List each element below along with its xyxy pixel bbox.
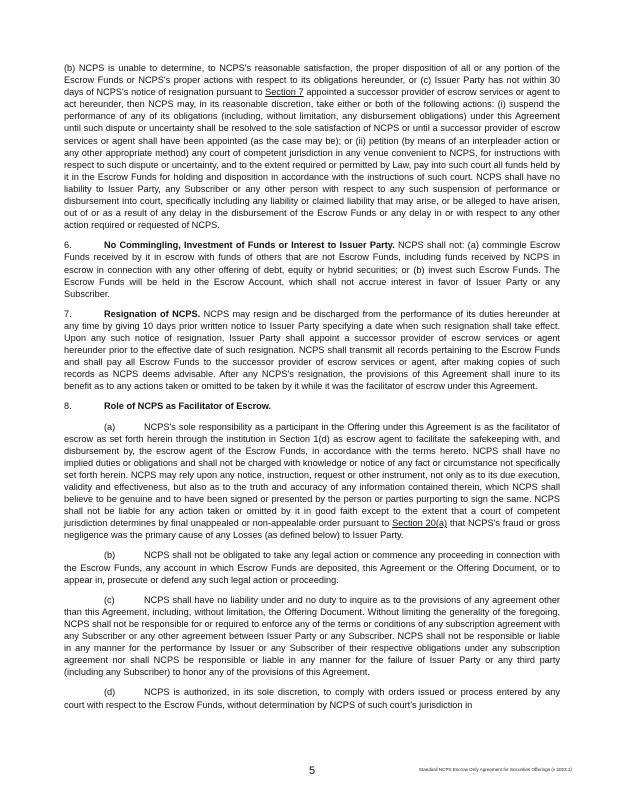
page-number: 5 bbox=[308, 765, 316, 777]
subsection-text: that NCPS's fraud or gross negligence was the primary cause of any Losses (as defined below) to Issuer Party. bbox=[64, 518, 560, 541]
paragraph-text: (b) NCPS is unable to determine, to NCPS's reasonable satisfaction, the proper disposition of all or any portion of the Escrow Funds or NCPS's proper actions with respect to its obligations hereunder, or (c) Issuer Party has not within 30 days of NCPS's notice of resignation pursuant to bbox=[64, 63, 560, 98]
section-8-title bbox=[64, 400, 560, 412]
subsection-text: NCPS shall have no liability under and no duty to inquire as to the provisions of any agreement other than this Agreement, including, without limitation, the Offering Document. Without limiting the generality of the foregoing, NCPS shall not be responsible for or required to enforce any of the terms or conditions of any subscription agreement with any Subscriber or any other agreement between Issuer Party or any Subscriber. NCPS shall not be responsible or liable in any manner for the performance by Issuer or any Subscriber of their respective obligations under any subscription agreement nor shall NCPS be responsible or liable in any manner for the failure of Issuer Party or any third party (including any Subscriber) to honor any of the provisions of this Agreement. bbox=[64, 594, 560, 678]
subsection-label: (a) bbox=[104, 421, 116, 432]
section-heading: Resignation of NCPS. bbox=[104, 308, 201, 319]
subsection-text: NCPS is authorized, in its sole discretion, to comply with orders issued or process entered by any court with respect to the Escrow Funds, without determination by NCPS of such court's jurisdiction in bbox=[64, 687, 560, 710]
section-body: NCPS shall not: (a) commingle Escrow Funds received by it in escrow with funds of others that are not Escrow Funds, including funds received by NCPS in escrow in connection with any other offering of debt, equity or hybrid securities; or (b) invest such Escrow Funds. The Escrow Funds will be held in the Escrow Account, which shall not accrue interest in favor of Issuer Party or any Subscriber. bbox=[64, 240, 560, 299]
section-heading: Role of NCPS as Facilitator of Escrow. bbox=[104, 401, 272, 412]
section-8-a bbox=[64, 421, 560, 542]
section-8-b bbox=[64, 549, 560, 585]
section-8-c bbox=[64, 594, 560, 679]
subsection-text: NCPS shall not be obligated to take any legal action or commence any proceeding in connection with the Escrow Funds, any account in which Escrow Funds are deposited, this Agreement or the Offering Document, or to appear in, prosecute or defend any such legal action or proceeding. bbox=[64, 550, 560, 585]
paragraph-text: appointed a successor provider of escrow services or agent to act hereunder, then NCPS may, in its reasonable discretion, take either or both of the following actions: (i) suspend the performance of any of its obligations (including, without limitation, any disbursement obligations) under this Agreement until such dispute or uncertainty shall be resolved to the sole satisfaction of NCPS or until a successor provider of escrow services or agent shall have been appointed (as the case may be); or (ii) petition (by means of an interpleader action or any other appropriate method) any court of competent jurisdiction in any venue convenient to NCPS, for instructions with respect to such dispute or uncertainty, and to the extent required or permitted by Law, pay into such court all funds held by it in the Escrow Funds for holding and disposition in accordance with the instructions of such court. NCPS shall have no liability to Issuer Party, any Subscriber or any other person with respect to any such suspension of performance or disbursement into court, specifically including any liability or claimed liability that may arise, or be alleged to have arisen, out of or as a result of any delay in the disbursement of the Escrow Funds or any delay in or with respect to any other action required or requested of NCPS. bbox=[64, 87, 561, 231]
section-7 bbox=[64, 308, 560, 393]
footer-note: Standard NCPS Escrow Only Agreement for Securities Offerings (v 2023.1) bbox=[418, 767, 572, 772]
section-20a-link[interactable]: Section 20(a) bbox=[392, 518, 448, 529]
section-7-link[interactable]: Section 7 bbox=[265, 87, 304, 98]
section-6 bbox=[64, 239, 560, 299]
subsection-label: (d) bbox=[104, 687, 116, 698]
section-number: 8. bbox=[64, 401, 72, 412]
subsection-label: (b) bbox=[104, 550, 116, 561]
subsection-label: (c) bbox=[104, 594, 115, 605]
section-body: NCPS may resign and be discharged from the performance of its duties hereunder at any time by giving 10 days prior written notice to Issuer Party specifying a date when such resignation shall take effect. Upon any such notice of resignation, Issuer Party shall appoint a successor provider of escrow services or agent hereunder prior to the effective date of such resignation. NCPS shall transmit all records pertaining to the Escrow Funds and shall pay all Escrow Funds to the successor provider of escrow services or agent, after making copies of such records as NCPS deems advisable. After any NCPS's resignation, the provisions of this Agreement shall inure to its benefit as to any actions taken or omitted to be taken by it while it was the facilitator of escrow under this Agreement. bbox=[64, 308, 560, 392]
body-text bbox=[64, 62, 560, 719]
subsection-text: NCPS's sole responsibility as a participant in the Offering under this Agreement is as the facilitator of escrow as set forth herein through the institution in Section 1(d) as escrow agent to facilitate the safekeeping with, and disbursement by, the escrow agent of the Escrow Funds, in accordance with the terms hereto. NCPS shall have no implied duties or obligations and shall not be charged with knowledge or notice of any fact or circumstance not specifically set forth herein. NCPS may rely upon any notice, instruction, request or other instrument, not only as to its due execution, validity and effectiveness, but also as to the truth and accuracy of any information contained therein, which NCPS shall believe to be genuine and to have been signed or presented by the person or parties purporting to sign the same. NCPS shall not be liable for any action taken or omitted by it in good faith except to the extent that a court of competent jurisdiction determines by final unappealed or non-appealable order pursuant to bbox=[64, 421, 560, 529]
section-8-d bbox=[64, 686, 560, 710]
section-number: 6. bbox=[64, 240, 72, 251]
section-heading: No Commingling, Investment of Funds or Interest to Issuer Party. bbox=[104, 240, 395, 251]
section-number: 7. bbox=[64, 308, 72, 319]
paragraph-b-continuation bbox=[64, 62, 560, 231]
